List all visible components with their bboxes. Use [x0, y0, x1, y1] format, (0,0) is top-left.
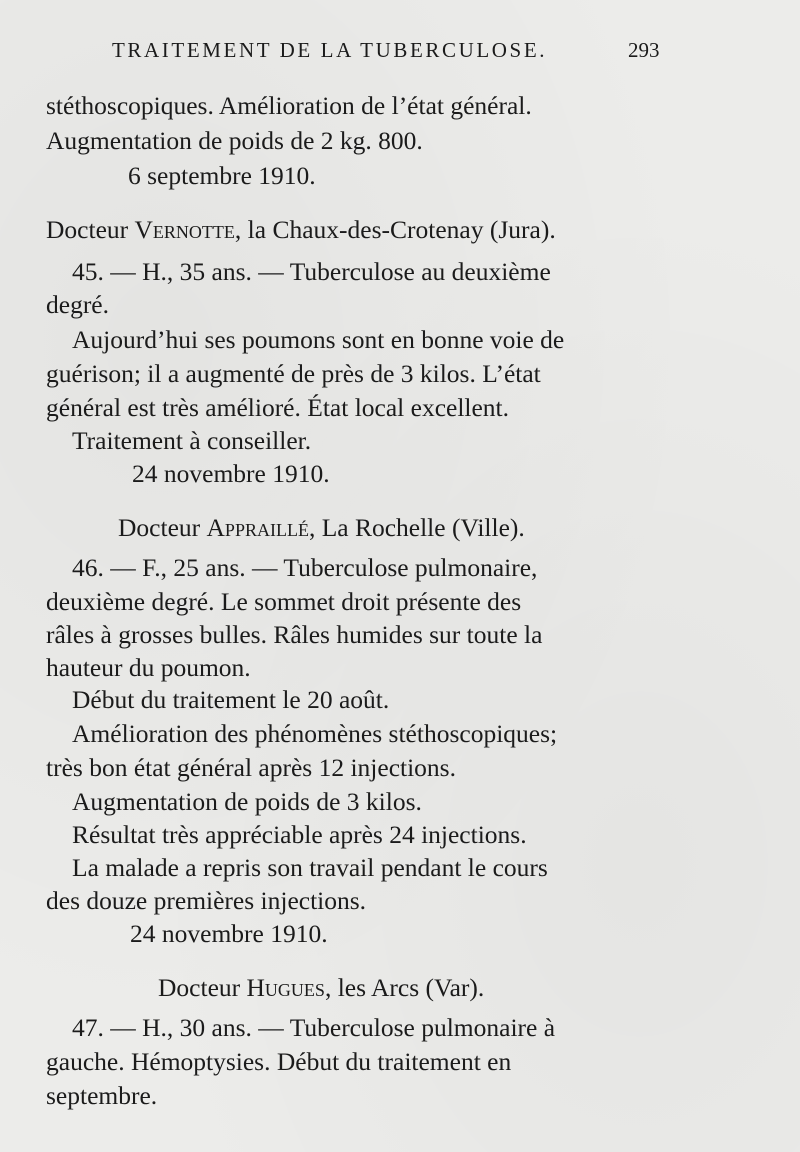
text-line: stéthoscopiques. Amélioration de l’état général.: [46, 91, 532, 120]
doctor-name: Hugues: [246, 973, 325, 1002]
text-line: Résultat très appréciable après 24 injections.: [72, 820, 527, 849]
running-title: TRAITEMENT DE LA TUBERCULOSE.: [112, 38, 548, 62]
text-line: général est très amélioré. État local excellent.: [46, 393, 510, 422]
date-line: 6 septembre 1910.: [128, 161, 316, 190]
date-line: 24 novembre 1910.: [132, 459, 330, 488]
text-line: Début du traitement le 20 août.: [72, 685, 390, 714]
doctor-name: Vernotte: [134, 215, 235, 244]
text-line: deuxième degré. Le sommet droit présente des: [46, 587, 522, 616]
text-line: Aujourd’hui ses poumons sont en bonne voie de: [72, 325, 565, 354]
case-heading: 46. — F., 25 ans. — Tuberculose pulmonaire,: [72, 553, 538, 582]
date-line: 24 novembre 1910.: [130, 919, 328, 948]
text-line: Traitement à conseiller.: [72, 426, 312, 455]
doctor-heading-hugues: [158, 972, 800, 1004]
text-line: La malade a repris son travail pendant le cours: [72, 853, 548, 882]
doctor-location: , la Chaux-des-Crotenay (Jura).: [234, 215, 556, 244]
text-line: râles à grosses bulles. Râles humides sur toute la: [46, 620, 543, 649]
case-heading: 47. — H., 30 ans. — Tuberculose pulmonaire à: [72, 1013, 556, 1042]
doctor-prefix: Docteur: [46, 215, 135, 244]
doctor-heading-appraille: [118, 512, 800, 544]
text-line: Augmentation de poids de 3 kilos.: [72, 787, 422, 816]
doctor-name: Appraillé: [206, 513, 309, 542]
text-line: guérison; il a augmenté de près de 3 kilos. L’état: [46, 359, 541, 388]
text-line: des douze premières injections.: [46, 886, 367, 915]
text-line: gauche. Hémoptysies. Début du traitement en: [46, 1047, 512, 1076]
doctor-location: , La Rochelle (Ville).: [308, 513, 525, 542]
text-line: très bon état général après 12 injections.: [46, 753, 456, 782]
text-line: degré.: [46, 290, 110, 319]
case-heading: 45. — H., 35 ans. — Tuberculose au deuxième: [72, 257, 551, 286]
page-header: [0, 38, 800, 68]
page-number: 293: [628, 38, 660, 62]
doctor-location: , les Arcs (Var).: [324, 973, 485, 1002]
doctor-heading-vernotte: [46, 214, 800, 246]
doctor-prefix: Docteur: [158, 973, 247, 1002]
text-line: Augmentation de poids de 2 kg. 800.: [46, 126, 423, 155]
doctor-prefix: Docteur: [118, 513, 207, 542]
text-line: septembre.: [46, 1081, 158, 1110]
text-line: Amélioration des phénomènes stéthoscopiques;: [72, 719, 558, 748]
text-line: hauteur du poumon.: [46, 653, 251, 682]
